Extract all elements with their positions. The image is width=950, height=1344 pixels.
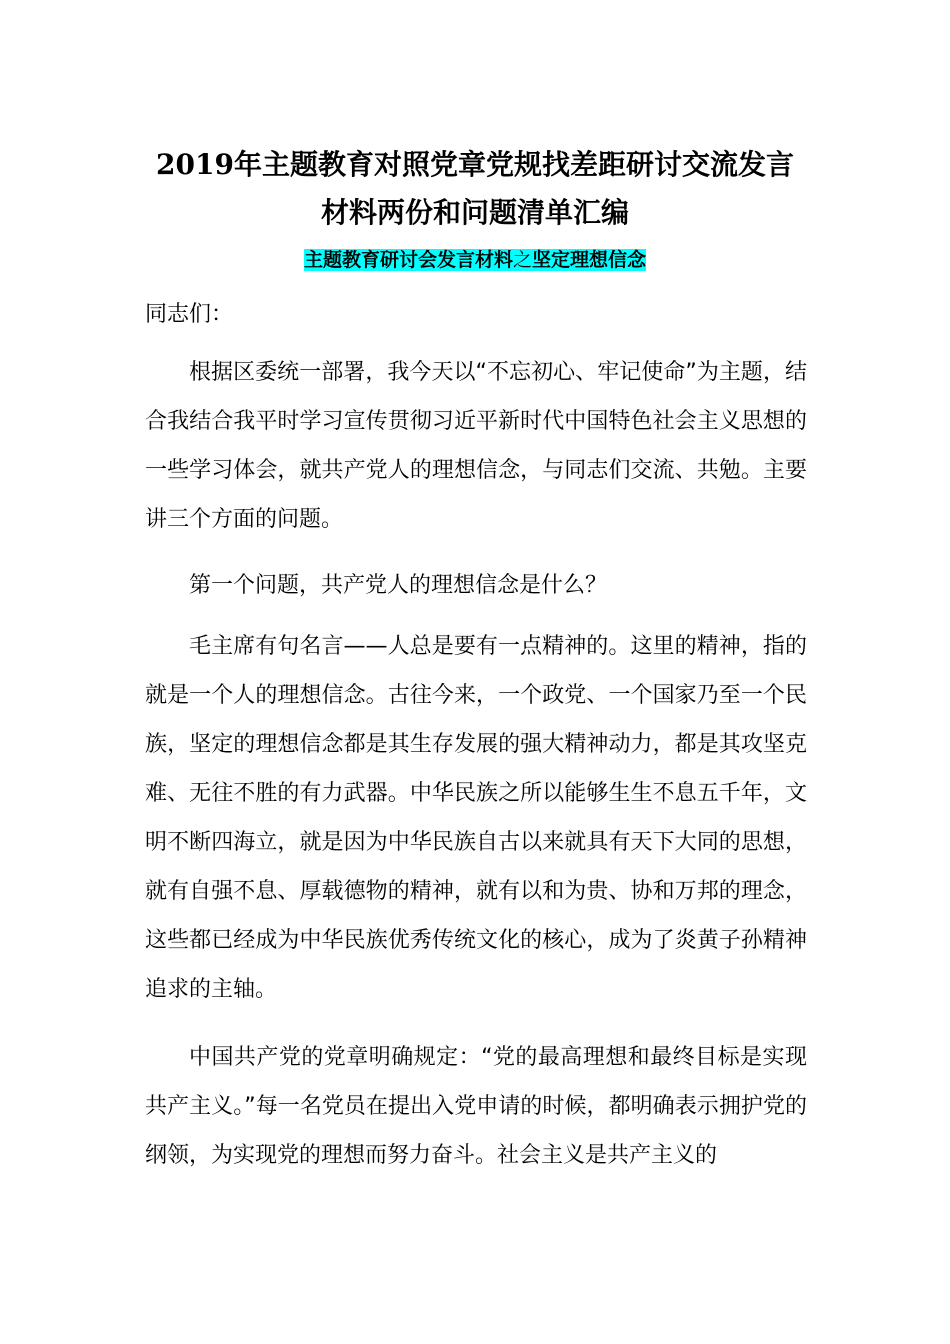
salutation: 同志们： (145, 302, 234, 327)
subtitle-part-3: 坚定理想信念 (532, 249, 647, 271)
subtitle-part-1: 主题教育研讨会发言材料 (303, 249, 513, 271)
subtitle-part-2: 之 (512, 249, 532, 271)
paragraph-4: 中国共产党的党章明确规定：“党的最高理想和最终目标是实现共产主义。”每一名党员在提出入党申请的时候，都明确表示拥护党的纲领，为实现党的理想而努力奋斗。社会主义是共产主义的 (145, 1045, 807, 1168)
paragraph-2: 第一个问题，共产党人的理想信念是什么？ (189, 573, 608, 598)
document-title-line-2: 材料两份和问题清单汇编 (320, 196, 629, 229)
document-title-line-1: 2019年主题教育对照党章党规找差距研讨交流发言 (156, 148, 794, 181)
paragraph-1: 根据区委统一部署，我今天以“不忘初心、牢记使命”为主题，结合我结合我平时学习宣传贯彻习近平新时代中国特色社会主义思想的一些学习体会，就共产党人的理想信念，与同志们交流、共勉。主要讲三个方面的问题。 (145, 360, 807, 532)
paragraph-3: 毛主席有句名言——人总是要有一点精神的。这里的精神，指的就是一个人的理想信念。古往今来，一个政党、一个国家乃至一个民族，坚定的理想信念都是其生存发展的强大精神动力，都是其攻坚克难、无往不胜的有力武器。中华民族之所以能够生生不息五千年，文明不断四海立，就是因为中华民族自古以来就具有天下大同的思想，就有自强不息、厚载德物的精神，就有以和为贵、协和万邦的理念，这些都已经成为中华民族优秀传统文化的核心，成为了炎黄子孙精神追求的主轴。 (145, 634, 807, 1002)
document-subtitle (0, 247, 950, 273)
